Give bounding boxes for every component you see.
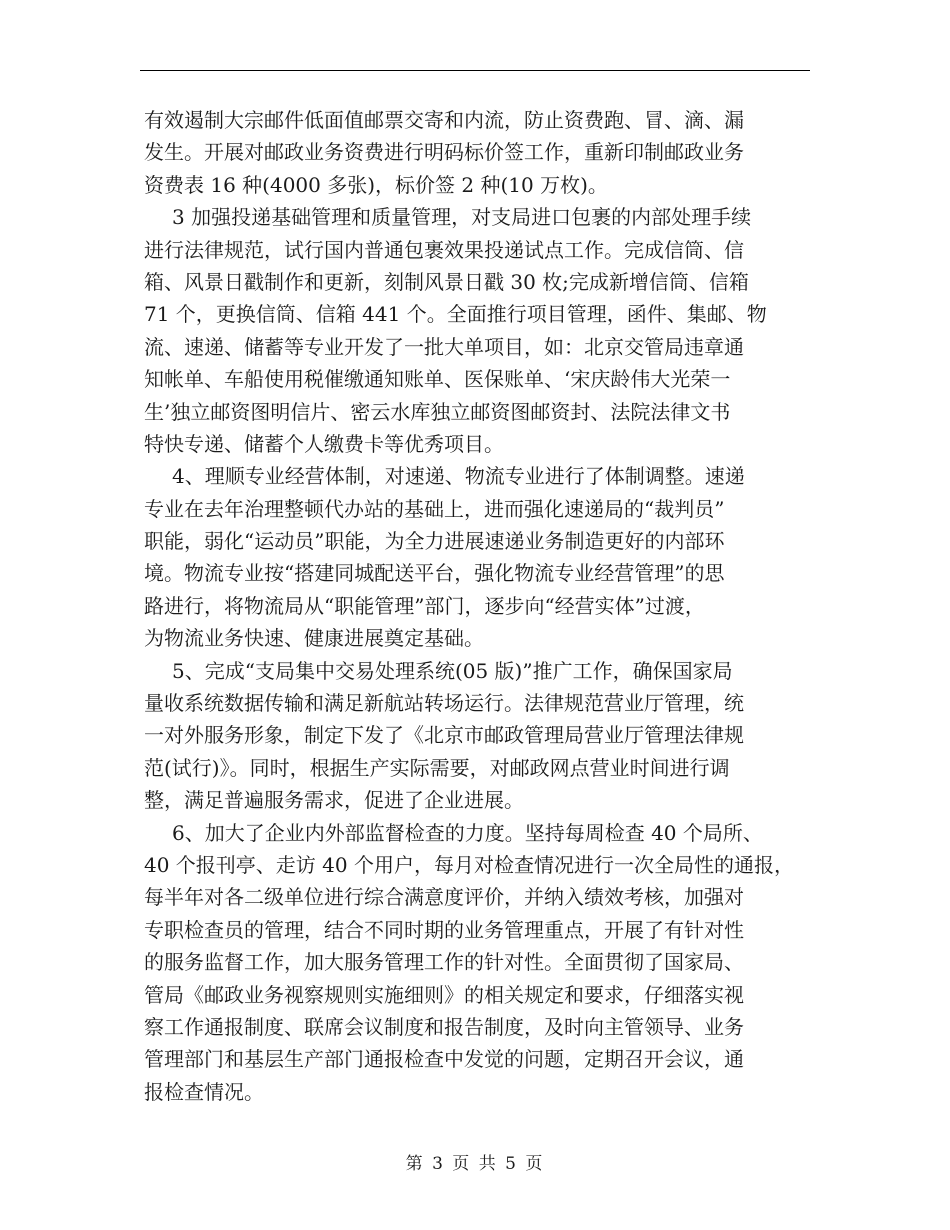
document-body <box>144 104 816 1108</box>
text-line: 管局《邮政业务视察规则实施细则》的相关规定和要求，仔细落实视 <box>144 982 744 1007</box>
text-line: 40 个报刊亭、走访 40 个用户，每月对检查情况进行一次全局性的通报， <box>144 852 794 877</box>
text-line: 管理部门和基层生产部门通报检查中发觉的问题，定期召开会议，通 <box>144 1047 744 1072</box>
text-line: 箱、风景日戳制作和更新，刻制风景日戳 30 枚;完成新增信筒、信箱 <box>144 269 749 294</box>
paragraph-start-line: 5、完成“支局集中交易处理系统(05 版)”推广工作，确保国家局 <box>172 658 733 683</box>
text-line: 71 个，更换信筒、信箱 441 个。全面推行项目管理，函件、集邮、物 <box>144 302 767 327</box>
text-line: 量收系统数据传输和满足新航站转场运行。法律规范营业厅管理，统 <box>144 691 744 716</box>
text-line: 境。物流专业按“搭建同城配送平台，强化物流专业经营管理”的思 <box>144 561 725 586</box>
text-line: 流、速递、储蓄等专业开发了一批大单项目，如：北京交管局违章通 <box>144 334 744 359</box>
text-line: 察工作通报制度、联席会议制度和报告制度，及时向主管领导、业务 <box>144 1014 744 1039</box>
text-line: 的服务监督工作，加大服务管理工作的针对性。全面贯彻了国家局、 <box>144 950 744 975</box>
text-line: 路进行，将物流局从“职能管理”部门，逐步向“经营实体”过渡， <box>144 593 705 618</box>
text-line: 报检查情况。 <box>144 1079 264 1104</box>
text-line: 特快专递、储蓄个人缴费卡等优秀项目。 <box>144 431 504 456</box>
text-line: 一对外服务形象，制定下发了《北京市邮政管理局营业厅管理法律规 <box>144 723 744 748</box>
text-line: 发生。开展对邮政业务资费进行明码标价签工作，重新印制邮政业务 <box>144 140 744 165</box>
paragraph-start-line: 6、加大了企业内外部监督检查的力度。坚持每周检查 40 个局所、 <box>172 820 763 845</box>
paragraph-start-line: 4、理顺专业经营体制，对速递、物流专业进行了体制调整。速递 <box>172 464 745 489</box>
text-line: 为物流业务快速、健康进展奠定基础。 <box>144 626 484 651</box>
text-line: 职能，弱化“运动员”职能，为全力进展速递业务制造更好的内部环 <box>144 529 725 554</box>
text-line: 整，满足普遍服务需求，促进了企业进展。 <box>144 788 524 813</box>
text-line: 专职检查员的管理，结合不同时期的业务管理重点，开展了有针对性 <box>144 917 744 942</box>
header-rule <box>140 70 810 71</box>
text-line: 每半年对各二级单位进行综合满意度评价，并纳入绩效考核，加强对 <box>144 885 744 910</box>
page-number-footer: 第 3 页 共 5 页 <box>405 1154 545 1174</box>
text-line: 专业在去年治理整顿代办站的基础上，进而强化速递局的“裁判员” <box>144 496 725 521</box>
text-line: 生’独立邮资图明信片、密云水库独立邮资图邮资封、法院法律文书 <box>144 399 731 424</box>
paragraph-start-line: 3 加强投递基础管理和质量管理，对支局进口包裹的内部处理手续 <box>172 205 752 230</box>
text-line: 有效遏制大宗邮件低面值邮票交寄和内流，防止资费跑、冒、滴、漏 <box>144 108 744 132</box>
text-line: 资费表 16 种(4000 多张)，标价签 2 种(10 万枚)。 <box>144 172 608 197</box>
text-line: 进行法律规范，试行国内普通包裹效果投递试点工作。完成信筒、信 <box>144 237 744 262</box>
text-line: 知帐单、车船使用税催缴通知账单、医保账单、‘宋庆龄伟大光荣一 <box>144 367 731 392</box>
text-line: 范(试行)》。同时，根据生产实际需要，对邮政网点营业时间进行调 <box>144 755 730 780</box>
